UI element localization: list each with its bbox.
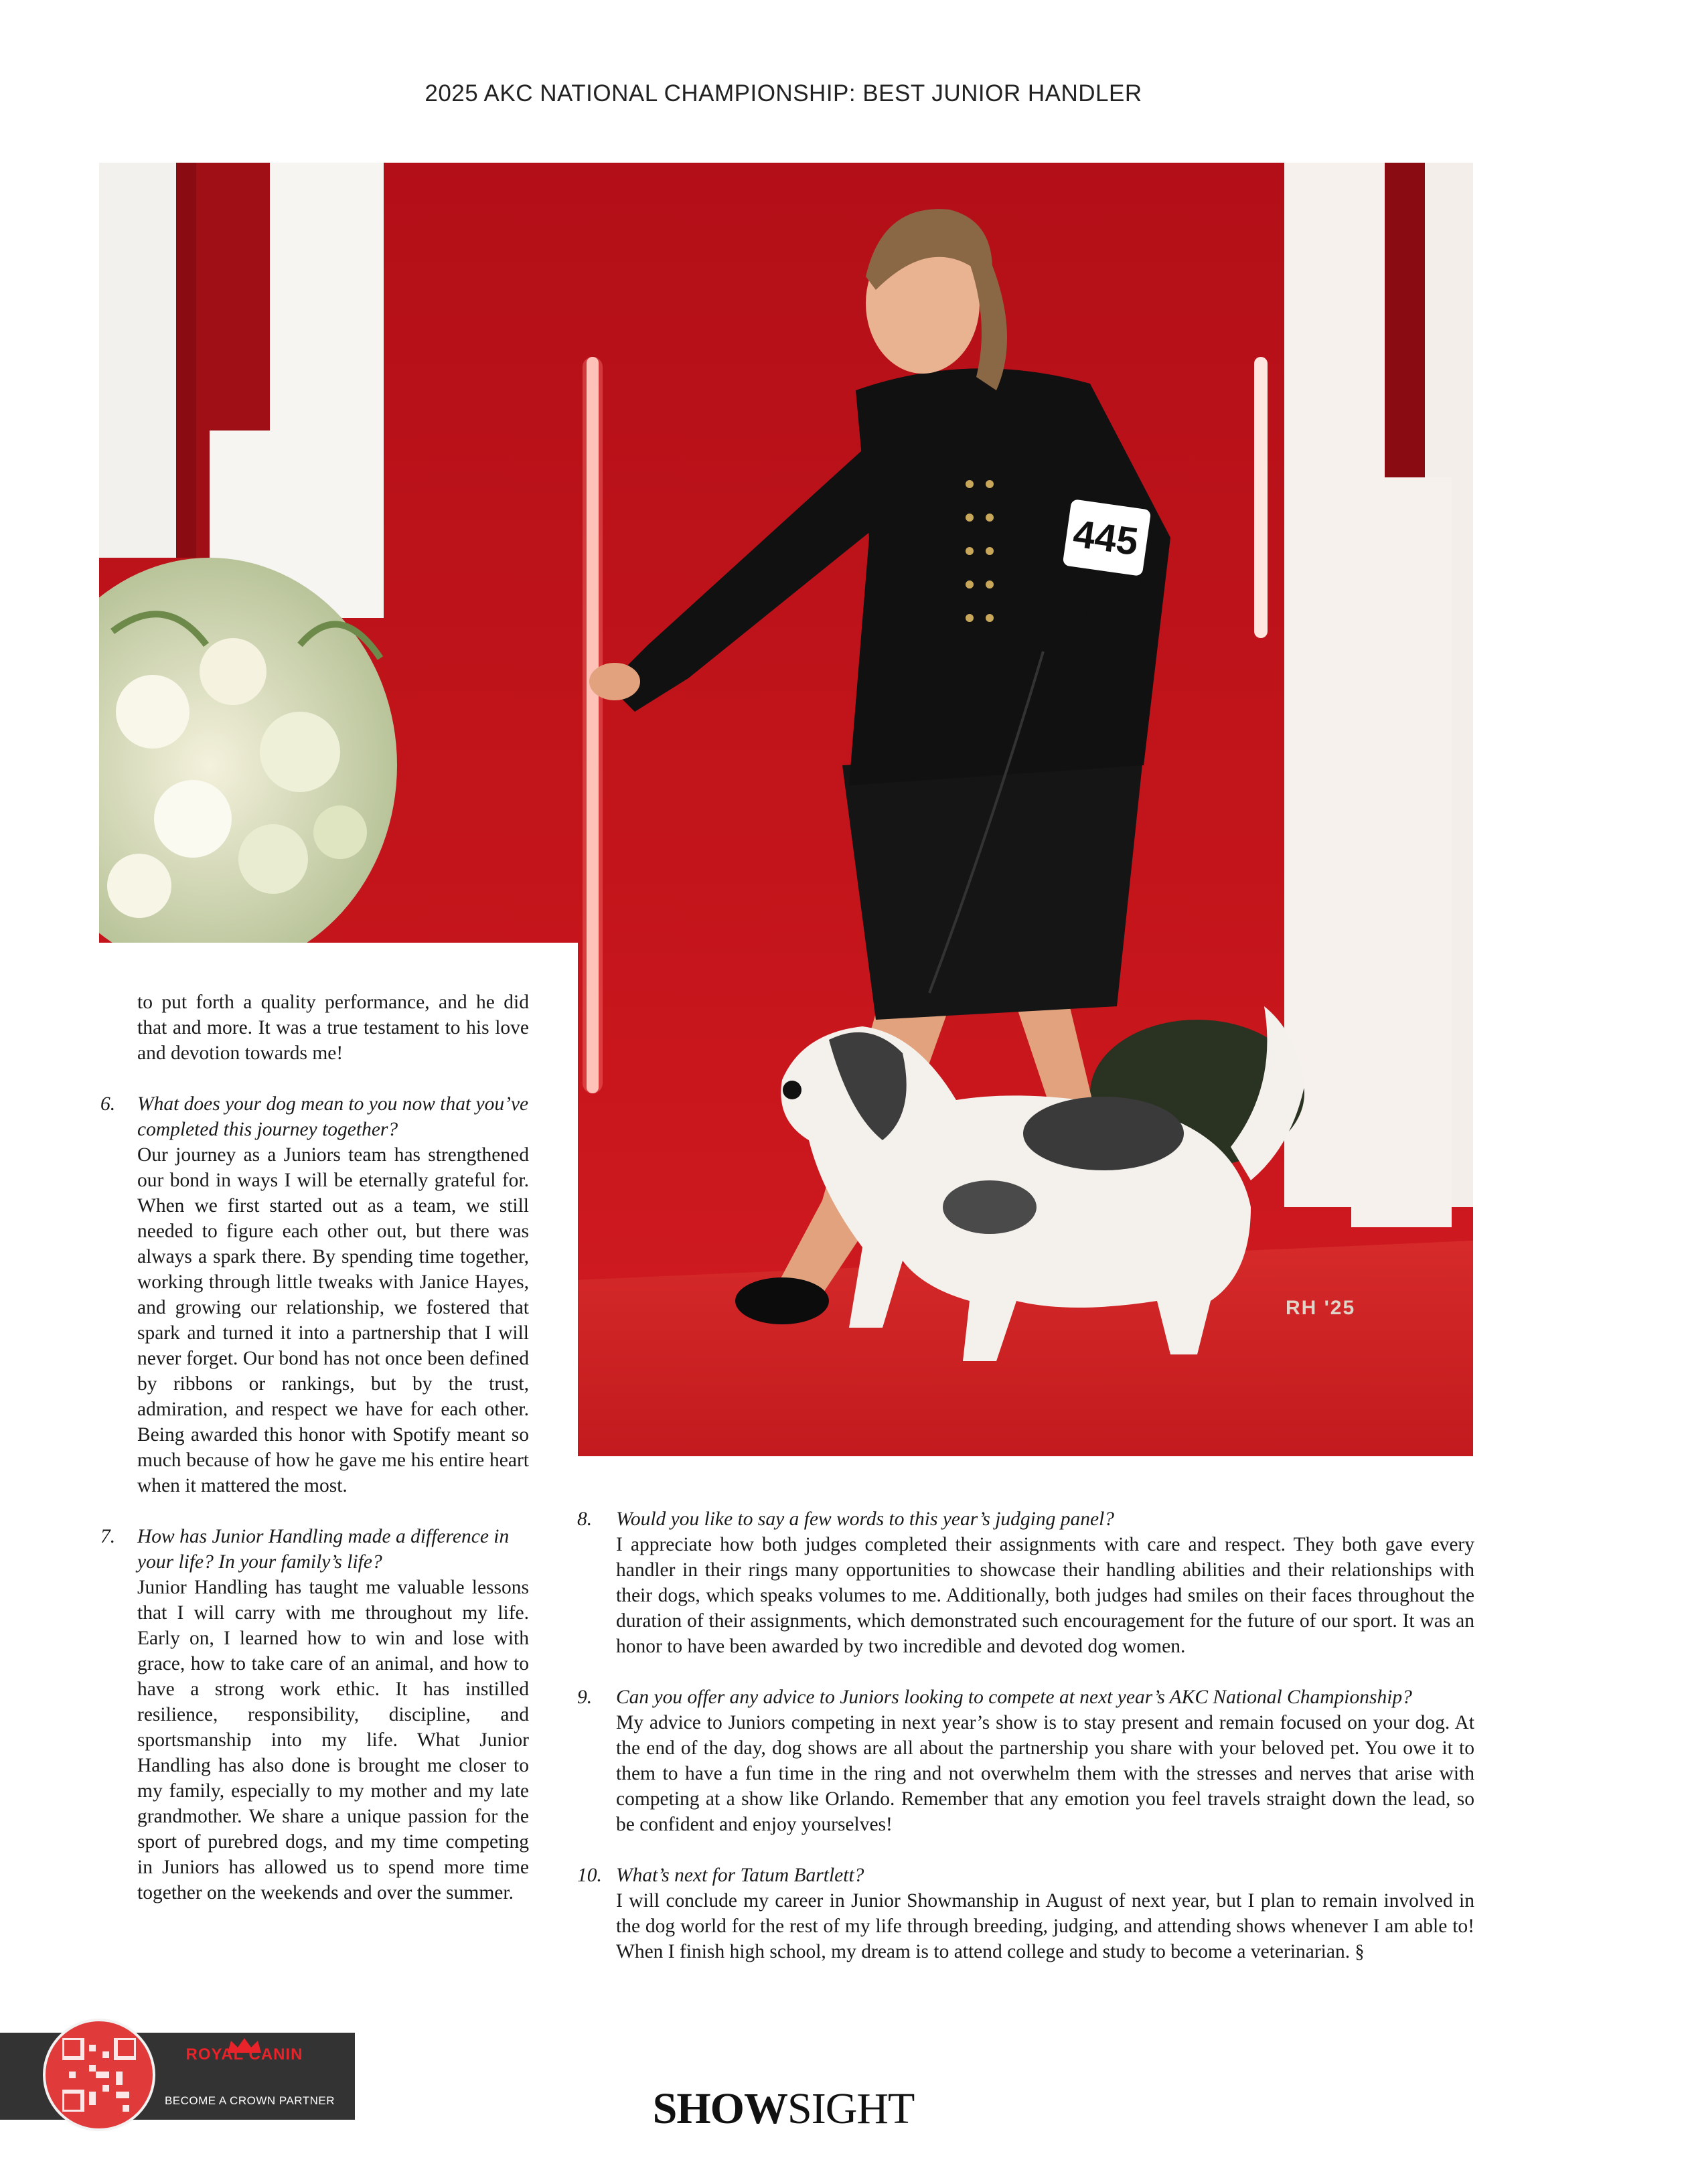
qa-item-6	[100, 1091, 529, 1498]
page-header-title: 2025 AKC NATIONAL CHAMPIONSHIP: BEST JUNIOR HANDLER	[425, 80, 1142, 106]
answer-8: I appreciate how both judges completed their assignments with care and respect. They both gave every handler in their rings many opportunities to showcase their handling abilities and their relationships with their dogs, which speaks volumes to me. Additionally, both judges had smiles on their faces throughout the duration of their assignments, which demonstrated such encouragement for the future of our sport. It was an honor to have been awarded by two incredible and devoted dog women.	[616, 1534, 1474, 1657]
qa-item-9	[577, 1685, 1474, 1837]
logo-bold: SHOW	[652, 2084, 788, 2133]
question-6	[100, 1091, 529, 1142]
question-number: 6.	[100, 1093, 116, 1115]
question-number: 10.	[577, 1865, 602, 1886]
answer-6: Our journey as a Juniors team has strengthened our bond in ways I will be eternally grateful for. When we first started out as a team, we still needed to figure each other out, but there was always a spark there. By spending time together, working through little tweaks with Janice Hayes, and growing our relationship, we fostered that spark and turned it into a partnership that I will never forget. Our bond has not once been defined by ribbons or rankings, but by the trust, admiration, and respect we have for each other. Being awarded this honor with Spotify meant so much because of how he gave me his entire heart when it mattered the most.	[137, 1144, 529, 1496]
question-7	[100, 1524, 529, 1575]
qa-item-8	[577, 1506, 1474, 1659]
question-8	[577, 1506, 1474, 1532]
lead-paragraph: to put forth a quality performance, and he did that and more. It was a true testament to his love and devotion towards me!	[137, 992, 529, 1064]
answer-7: Junior Handling has taught me valuable lessons that I will carry with me throughout my life. Early on, I learned how to win and lose with grace, how to take care of an animal, and how to have a strong work ethic. It has instilled resilience, responsibility, discipline, and sportsmanship into my life. What Junior Handling has also done is brought me closer to my family, especially to my mother and my late grandmother. We share a unique passion for the sport of purebred dogs, and my time competing in Juniors has allowed us to spend more time together on the weekends and over the summer.	[137, 1577, 529, 1903]
question-number: 7.	[100, 1526, 116, 1547]
armband-number: 445	[1070, 512, 1141, 564]
question-text: How has Junior Handling made a difference in your life? In your family’s life?	[137, 1526, 510, 1573]
question-text: Can you offer any advice to Juniors looking to compete at next year’s AKC National Championship?	[616, 1687, 1412, 1708]
photo-watermark: RH '25	[1286, 1297, 1356, 1319]
logo-light: SIGHT	[787, 2084, 915, 2133]
end-mark-icon: §	[1355, 1942, 1365, 1962]
left-column	[100, 990, 529, 1905]
right-column	[577, 1506, 1474, 1965]
question-number: 9.	[577, 1687, 593, 1708]
royal-canin-logo: ROYAL CANIN	[185, 2045, 303, 2063]
question-10	[577, 1863, 1474, 1888]
question-text: What’s next for Tatum Bartlett?	[616, 1865, 864, 1886]
showsight-logo	[0, 2084, 1567, 2134]
question-9	[577, 1685, 1474, 1710]
answer-10	[577, 1888, 1474, 1965]
qa-item-10	[577, 1863, 1474, 1965]
question-text: What does your dog mean to you now that you’ve completed this journey together?	[137, 1093, 529, 1140]
crown-partner-link[interactable]: BECOME A CROWN PARTNER	[164, 2094, 335, 2107]
answer-text: I will conclude my career in Junior Showmanship in August of next year, but I plan to remain involved in the dog world for the rest of my life through breeding, judging, and attending shows whenever I am able to! When I finish high school, my dream is to attend college and study to become a veterinarian.	[616, 1890, 1474, 1962]
question-number: 8.	[577, 1508, 593, 1530]
qa-item-7	[100, 1524, 529, 1905]
question-text: Would you like to say a few words to this year’s judging panel?	[616, 1508, 1115, 1530]
answer-9: My advice to Juniors competing in next year’s show is to stay present and remain focused on your dog. At the end of the day, dog shows are all about the partnership you share with your beloved pet. You owe it to them to have a fun time in the ring and not overwhelm them with the stresses and nerves that arise with competing at a show like Orlando. Remember that any emotion you feel travels straight down the lead, so be confident and enjoy yourselves!	[616, 1712, 1474, 1835]
